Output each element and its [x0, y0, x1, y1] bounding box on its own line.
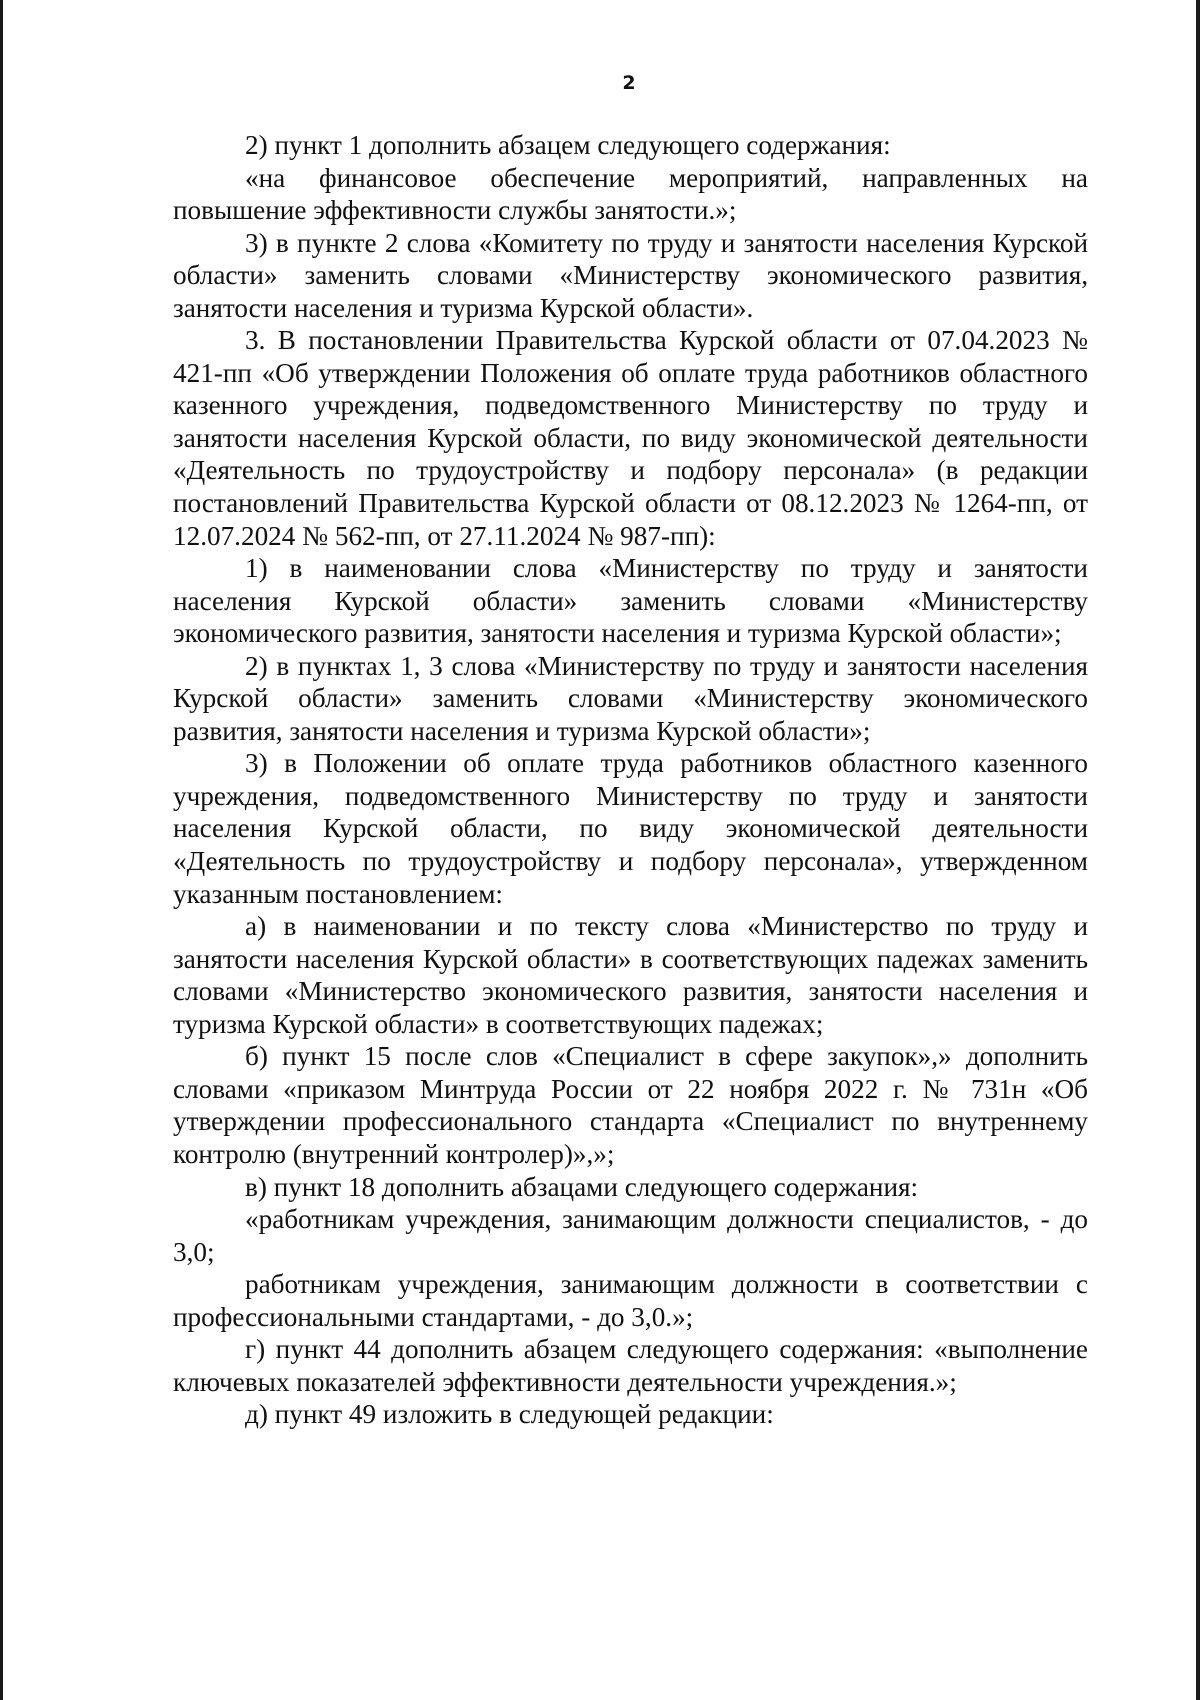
page-number: 2: [622, 72, 636, 94]
paragraph-5: 1) в наименовании слова «Министерству по труду и занятости населения Курской области» заменить словами «Министерству экономического развития, занятости населения и туризма Курской области»;: [173, 553, 1088, 649]
paragraph-2: «на финансовое обеспечение мероприятий, направленных на повышение эффективности службы занятости.»;: [173, 162, 1088, 226]
document-body: [173, 129, 1088, 1431]
scan-edge-right: [1196, 0, 1200, 1700]
paragraph-8: а) в наименовании и по тексту слова «Министерство по труду и занятости населения Курской области» в соответствующих падежах заменить словами «Министерство экономического развития, занятости населения и туризма Курской области» в соответствующих падежах;: [173, 911, 1088, 1039]
paragraph-10: в) пункт 18 дополнить абзацами следующего содержания:: [245, 1171, 919, 1202]
paragraph-11: «работникам учреждения, занимающим должности специалистов, - до 3,0;: [173, 1204, 1088, 1267]
paragraph-7: 3) в Положении об оплате труда работников областного казенного учреждения, подведомственного Министерству по труду и занятости населения Курской области, по виду экономической деятельности «Деятельность по трудоустройству и подбору персонала», утвержденном указанным постановлением:: [173, 748, 1088, 909]
paragraph-6: 2) в пунктах 1, 3 слова «Министерству по труду и занятости населения Курской области» заменить словами «Министерству экономического развития, занятости населения и туризма Курской области»;: [173, 650, 1088, 746]
scan-edge-left: [0, 0, 3, 1700]
paragraph-13: г) пункт 44 дополнить абзацем следующего содержания: «выполнение ключевых показателей эффективности деятельности учреждения.»;: [173, 1334, 1088, 1397]
paragraph-12: работникам учреждения, занимающим должности в соответствии с профессиональными стандартами, - до 3,0.»;: [173, 1269, 1088, 1332]
paragraph-14: д) пункт 49 изложить в следующей редакции:: [245, 1399, 774, 1430]
paragraph-4: 3. В постановлении Правительства Курской области от 07.04.2023 № 421-пп «Об утверждении Положения об оплате труда работников областного казенного учреждения, подведомственного Министерству по труду и занятости населения Курской области, по виду экономической деятельности «Деятельность по трудоустройству и подбору персонала» (в редакции постановлений Правительства Курской области от 08.12.2023 № 1264-пп, от 12.07.2024 № 562-пп, от 27.11.2024 № 987-пп):: [173, 325, 1088, 551]
paragraph-3: 3) в пункте 2 слова «Комитету по труду и занятости населения Курской области» заменить словами «Министерству экономического развития, занятости населения и туризма Курской области».: [173, 227, 1088, 323]
paragraph-9: б) пункт 15 после слов «Специалист в сфере закупок»,» дополнить словами «приказом Минтруда России от 22 ноября 2022 г. № 731н «Об утверждении профессионального стандарта «Специалист по внутреннему контролю (внутренний контролер)»,»;: [173, 1041, 1088, 1169]
paragraph-1: 2) пункт 1 дополнить абзацем следующего содержания:: [245, 130, 891, 160]
